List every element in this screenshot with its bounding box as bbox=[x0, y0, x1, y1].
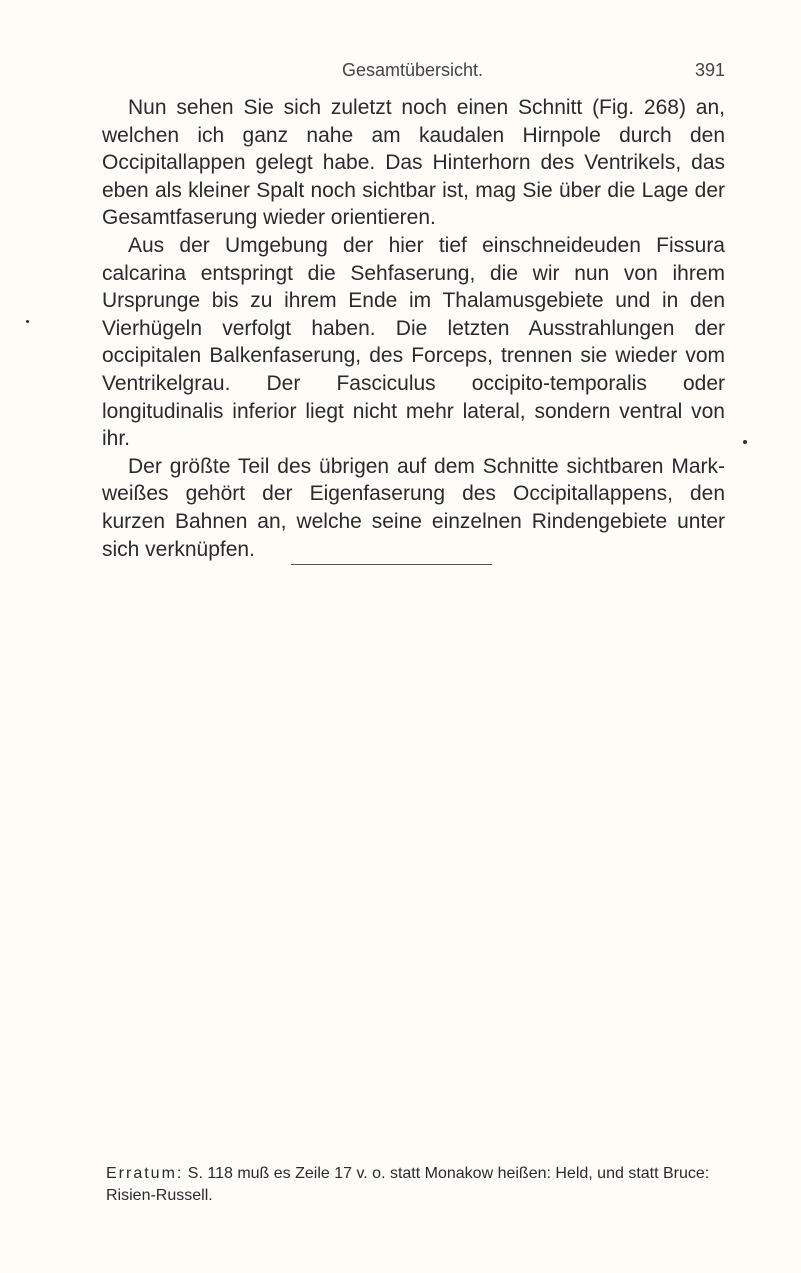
erratum-text: S. 118 muß es Zeile 17 v. o. statt Monakow heißen: Held, und statt Bruce: Risien-Russell. bbox=[106, 1165, 710, 1204]
print-speck bbox=[26, 320, 29, 323]
page-number: 391 bbox=[694, 60, 725, 80]
running-head bbox=[100, 60, 725, 84]
paragraph: Nun sehen Sie sich zuletzt noch einen Schnitt (Fig. 268) an, welchen ich ganz nahe am kaudalen Hirnpole durch den Occipitallappen gelegt habe. Das Hinterhorn des Ventrikels, das eben als kleiner Spalt noch sichtbar ist, mag Sie über die Lage der Gesamtfaserung wieder orientieren. bbox=[102, 96, 725, 230]
print-speck bbox=[743, 440, 747, 444]
erratum-label: Erratum: bbox=[106, 1165, 184, 1182]
running-head-title: Gesamtübersicht. bbox=[341, 60, 484, 80]
erratum-note bbox=[106, 1163, 726, 1207]
paragraph: Aus der Umgebung der hier tief einschneideuden Fissura calcarina entspringt die Sehfaserung, die wir nun von ihrem Ursprunge bis zu ihrem Ende im Thalamusgebiete und in den Vierhügeln verfolgt haben. Die letzten Ausstrahlungen der occipitalen Balkenfaserung, des Forceps, trennen sie wieder vom Ventrikelgrau. Der Fasciculus occipito-temporalis oder longitudinalis inferior liegt nicht mehr lateral, sondern ventral von ihr. bbox=[102, 233, 725, 451]
paragraph: Der größte Teil des übrigen auf dem Schnitte sichtbaren Markweißes gehört der Eigenfaserung des Occipitallappens, den kurzen Bahnen an, welche seine einzelnen Rindengebiete unter sich verknüpfen. bbox=[102, 454, 725, 561]
section-divider bbox=[291, 564, 492, 565]
body-text bbox=[102, 94, 725, 563]
